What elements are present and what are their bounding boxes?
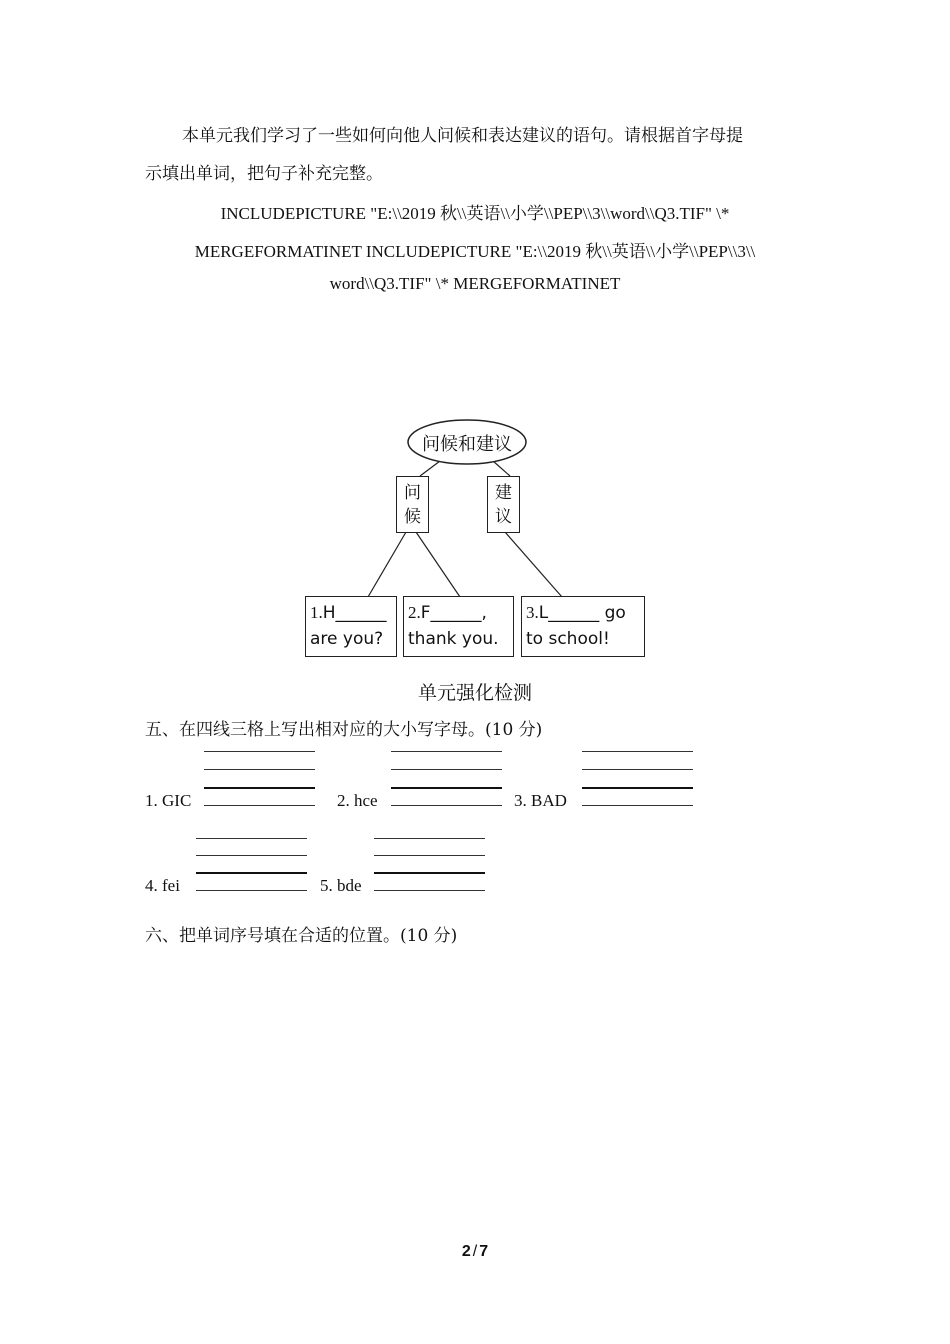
section-5-title: 五、在四线三格上写出相对应的大小写字母。(10 分) — [145, 720, 543, 740]
root-label: 问候和建议 — [422, 434, 512, 455]
answer-box-2 — [403, 596, 514, 657]
box2-blank[interactable]: ______, — [430, 603, 487, 623]
box2-number: 2. — [408, 603, 421, 622]
connector-left-box1 — [368, 532, 406, 597]
answer-box-1 — [305, 596, 397, 657]
branch-greeting-char-2: 候 — [404, 507, 421, 527]
branch-advice — [487, 476, 520, 533]
intro-line-1: 本单元我们学习了一些如何向他人问候和表达建议的语句。请根据首字母提 — [182, 126, 743, 146]
item-5-label: 5. bde — [320, 876, 362, 895]
box1-blank[interactable]: ______ — [335, 603, 387, 623]
box2-line2: thank you. — [408, 629, 499, 649]
box2-letter: F — [420, 603, 431, 623]
branch-advice-char-2: 议 — [495, 507, 512, 527]
box1-number: 1. — [310, 603, 323, 622]
connector-right-box3 — [505, 532, 562, 597]
branch-greeting — [396, 476, 429, 533]
connector-left-box2 — [416, 532, 460, 597]
answer-box-3 — [521, 596, 645, 657]
page-separator: / — [472, 1243, 478, 1260]
include-field-line-1: INCLUDEPICTURE "E:\\2019 秋\\英语\\小学\\PEP\\3\\word\\Q3.TIF" \* — [220, 204, 730, 223]
item-1-label: 1. GIC — [145, 791, 192, 810]
page-total: 7 — [479, 1243, 489, 1260]
branch-advice-char-1: 建 — [495, 483, 512, 503]
connector-root-right — [493, 461, 510, 476]
section-6-title: 六、把单词序号填在合适的位置。(10 分) — [145, 926, 458, 946]
box3-line2: to school! — [526, 629, 610, 649]
include-field-line-3: word\\Q3.TIF" \* MERGEFORMATINET — [329, 274, 621, 293]
branch-greeting-char-1: 问 — [404, 483, 421, 503]
connector-root-left — [420, 461, 440, 476]
page-current: 2 — [461, 1243, 471, 1260]
box3-blank[interactable]: ______ go — [548, 603, 626, 623]
unit-test-title: 单元强化检测 — [417, 682, 532, 704]
item-4-label: 4. fei — [145, 876, 180, 895]
box3-number: 3. — [526, 603, 539, 622]
intro-line-2: 示填出单词，把句子补充完整。 — [145, 164, 383, 184]
box1-letter: H — [322, 603, 336, 623]
page-number — [0, 1243, 950, 1261]
item-2-label: 2. hce — [337, 791, 378, 810]
box1-line2: are you? — [310, 629, 384, 649]
box3-letter: L — [538, 603, 549, 623]
item-3-label: 3. BAD — [514, 791, 567, 810]
include-field-line-2: MERGEFORMATINET INCLUDEPICTURE "E:\\2019 秋\\英语\\小学\\PEP\\3\\ — [194, 242, 756, 261]
